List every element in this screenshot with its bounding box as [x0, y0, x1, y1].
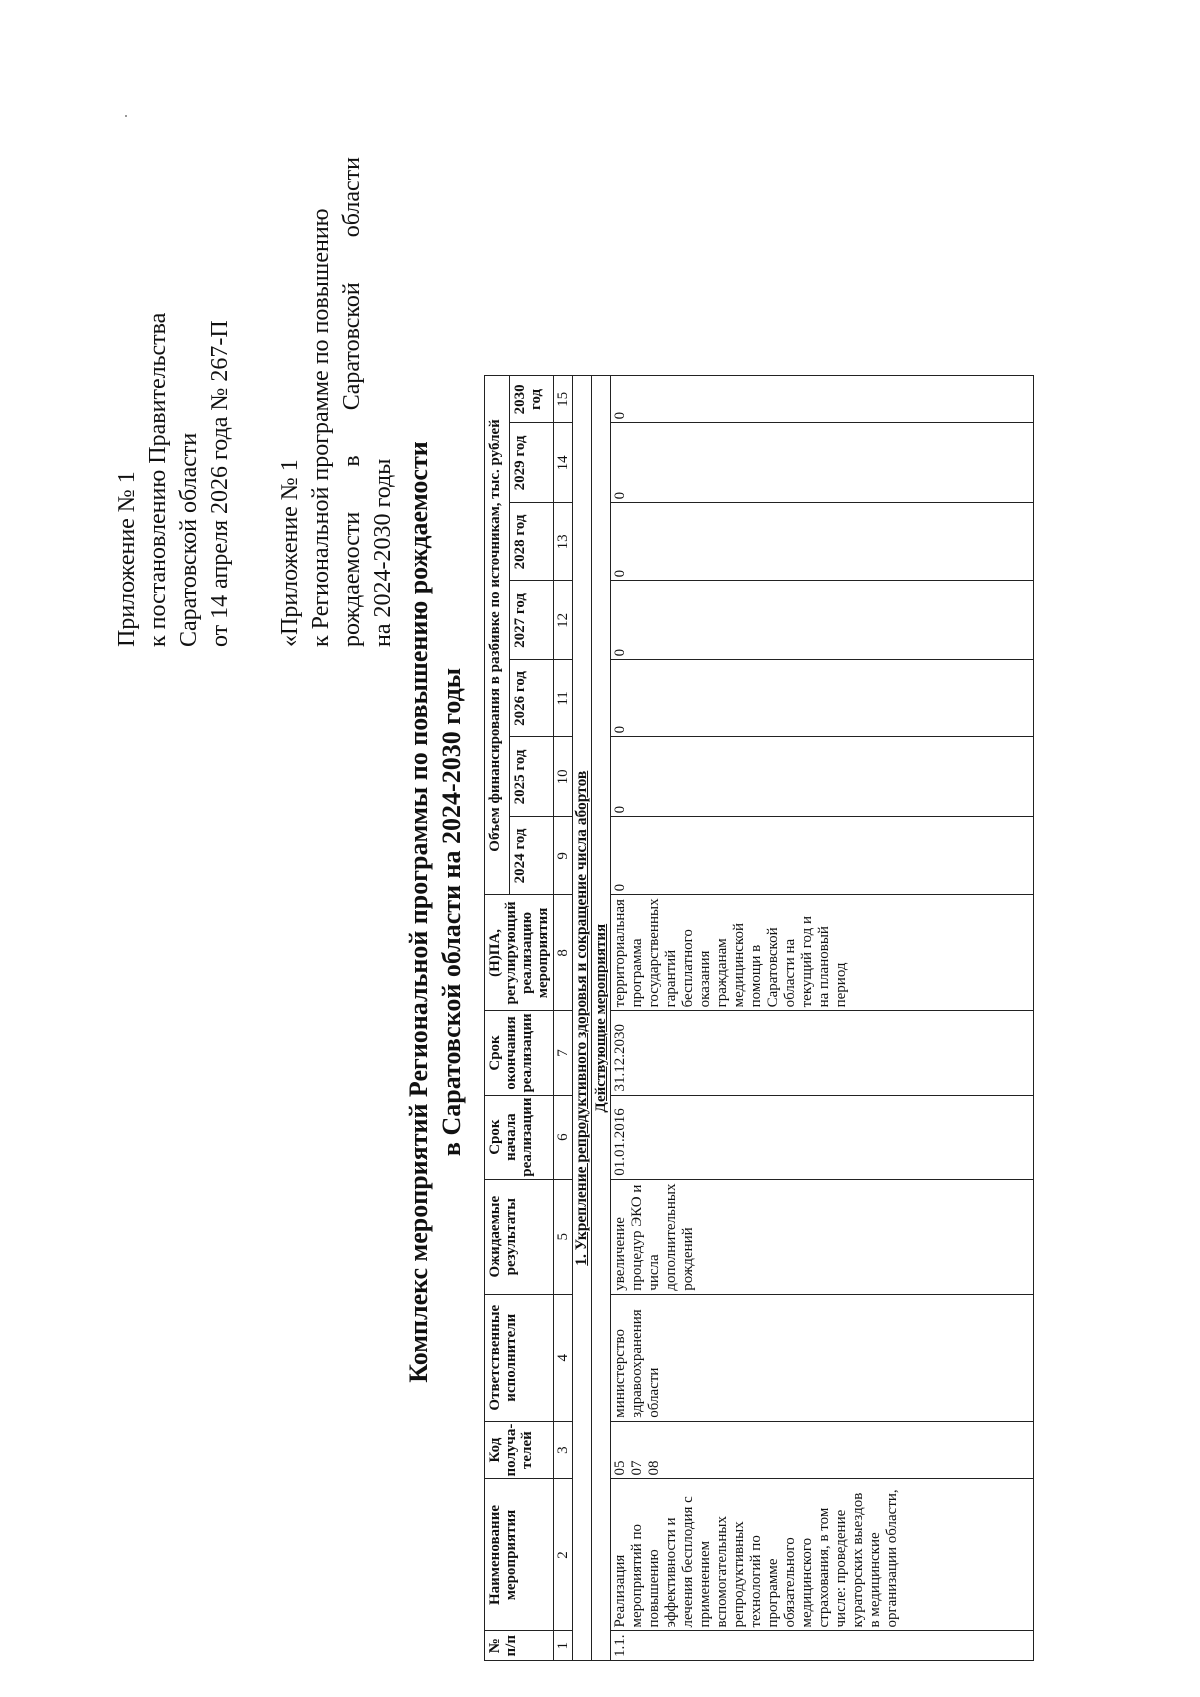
column-number: 9: [554, 817, 573, 895]
row-funding: 0: [611, 423, 1034, 503]
section-title: 1. Укрепление репродуктивного здоровья и сокращение числа абортов: [573, 376, 592, 1661]
column-number: 14: [554, 423, 573, 503]
row-start: 01.01.2016: [611, 1095, 1034, 1179]
appendix-header-line: от 14 апреля 2026 года № 267-П: [207, 320, 233, 647]
column-number: 6: [554, 1095, 573, 1179]
column-number: 10: [554, 737, 573, 817]
header-year: 2029 год: [509, 423, 553, 503]
header-result: Ожидаемые результаты: [485, 1179, 554, 1294]
row-code: 05: [612, 1460, 628, 1476]
header-responsible: Ответственные исполнители: [485, 1294, 554, 1421]
subsection-row: [592, 376, 611, 1661]
header-start: Срок начала реализации: [485, 1095, 554, 1179]
header-year: 2026 год: [509, 660, 553, 737]
appendix-header-line: Саратовской области: [176, 432, 202, 647]
header-funding-group: Объем финансирования в разбивке по источникам, тыс. рублей: [485, 376, 510, 895]
program-header-word: области: [339, 157, 365, 238]
subsection-title: Действующие мероприятия: [592, 376, 611, 1661]
column-number: 2: [554, 1479, 573, 1631]
row-result: увеличение процедур ЭКО и числа дополнительных рождений: [611, 1179, 1034, 1294]
table-header-row: [485, 376, 510, 1661]
column-number: 11: [554, 660, 573, 737]
header-year: 2028 год: [509, 503, 553, 581]
header-codes: Код получа-телей: [485, 1421, 554, 1479]
row-codes: [611, 1421, 1034, 1479]
row-code: 08: [646, 1460, 662, 1476]
title-line: в Саратовской области на 2024-2030 годы: [437, 667, 466, 1157]
column-number: 5: [554, 1179, 573, 1294]
scan-speck: [125, 115, 127, 117]
column-number: 13: [554, 503, 573, 581]
appendix-header-line: к постановлению Правительства: [145, 312, 171, 647]
row-end: 31.12.2030: [611, 1011, 1034, 1095]
program-header-line: «Приложение № 1: [277, 459, 303, 647]
column-number: 15: [554, 376, 573, 423]
program-header: [275, 157, 399, 647]
row-funding: 0: [611, 660, 1034, 737]
row-responsible: министерство здравоохранения области: [611, 1294, 1034, 1421]
row-funding: 0: [611, 737, 1034, 817]
measures-table: [484, 375, 1034, 1661]
row-funding: 0: [611, 817, 1034, 895]
row-code: 07: [629, 1460, 645, 1476]
header-npa: (Н)ПА, регулирующий реализацию мероприятия: [485, 895, 554, 1011]
column-number: 1: [554, 1631, 573, 1661]
program-header-word: Саратовской: [339, 282, 365, 411]
column-number: 8: [554, 895, 573, 1011]
header-year: 2024 год: [509, 817, 553, 895]
table-row: [611, 376, 1034, 1661]
appendix-header: [112, 313, 236, 647]
program-header-word: рождаемости: [339, 511, 365, 647]
program-header-line: к Региональной программе по повышению: [308, 208, 334, 647]
column-numbers-row: [554, 376, 573, 1661]
column-number: 7: [554, 1011, 573, 1095]
row-funding: 0: [611, 503, 1034, 581]
row-num: 1.1.: [611, 1631, 1034, 1661]
program-header-word: в: [339, 455, 365, 467]
column-number: 3: [554, 1421, 573, 1479]
row-npa: территориальная программа государственных гарантий бесплатного оказания гражданам медицинской помощи в Саратовской области на текущий год и на плановый период: [611, 895, 1034, 1011]
row-name: Реализация мероприятий по повышению эффективности и лечения бесплодия с применением вспомогательных репродуктивных технологий по программе обязательного медицинского страхования, в том числе: проведение кураторских выездов в медицинские организации области,: [611, 1479, 1034, 1631]
header-end: Срок окончания реализации: [485, 1011, 554, 1095]
row-funding: 0: [611, 376, 1034, 423]
header-year: 2027 год: [509, 581, 553, 660]
column-number: 12: [554, 581, 573, 660]
title-line: Комплекс мероприятий Региональной программы по повышению рождаемости: [404, 441, 433, 1383]
section-row: [573, 376, 592, 1661]
header-name: Наименование мероприятия: [485, 1479, 554, 1631]
column-number: 4: [554, 1294, 573, 1421]
row-funding: 0: [611, 581, 1034, 660]
header-year: 2025 год: [509, 737, 553, 817]
program-header-line: на 2024-2030 годы: [370, 458, 396, 647]
header-year: 2030 год: [509, 376, 553, 423]
header-num: № п/п: [485, 1631, 554, 1661]
document-title: [402, 207, 468, 1617]
appendix-header-line: Приложение № 1: [114, 471, 140, 647]
program-header-justified-line: [337, 157, 368, 647]
